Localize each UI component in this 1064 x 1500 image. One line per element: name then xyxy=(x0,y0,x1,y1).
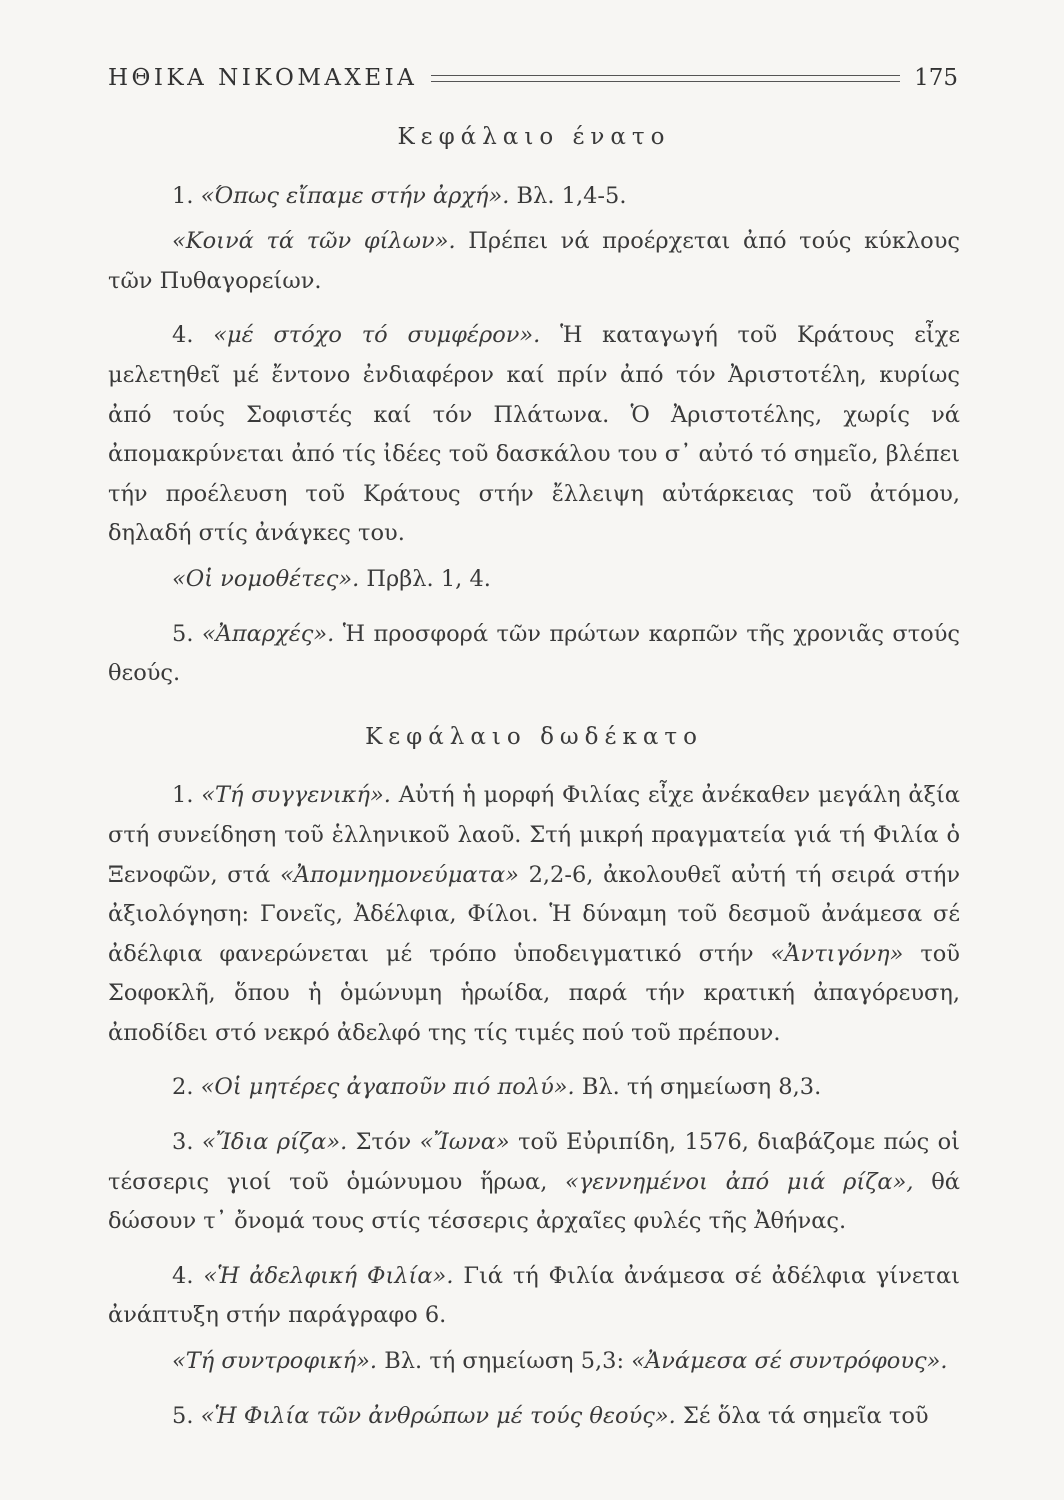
note-paragraph xyxy=(108,776,960,1053)
note-quote: «Ἴδια ρίζα». xyxy=(201,1129,348,1156)
note-number: 2. xyxy=(172,1074,194,1101)
note-number: 1. xyxy=(172,782,194,809)
note-paragraph xyxy=(108,1257,960,1336)
page-number: 175 xyxy=(914,65,958,91)
note-text: Πρβλ. 1, 4. xyxy=(359,565,491,592)
note-paragraph xyxy=(108,222,960,301)
note-number: 1. xyxy=(172,182,194,209)
note-quote: «Ἡ Φιλία τῶν ἀνθρώπων μέ τούς θεούς». xyxy=(200,1402,676,1429)
note-text: Σέ ὅλα τά σημεῖα τοῦ xyxy=(675,1402,929,1429)
page-body xyxy=(108,118,960,1451)
note-paragraph xyxy=(108,1397,960,1437)
note-text: Βλ. 1,4-5. xyxy=(509,182,627,209)
note-text: Ἡ καταγωγή τοῦ Κράτους εἶχε μελετηθεῖ μέ ἔντονο ἐνδιαφέρον καί πρίν ἀπό τόν Ἀριστοτέλη, κυρίως ἀπό τούς Σοφιστές καί τόν Πλάτωνα. Ὁ Ἀριστοτέλης, χωρίς νά ἀπομακρύνεται ἀπό τίς ἰδέες τοῦ δασκάλου του σ᾽ αὐτό τό σημεῖο, βλέπει τήν προέλευση τοῦ Κράτους στήν ἔλλειψη αὐτάρκειας τοῦ ἀτόμου, δηλαδή στίς ἀνάγκες του. xyxy=(108,322,960,547)
note-text: Πρέπει νά προέρχεται ἀπό τούς κύκλους τῶν Πυθαγορείων. xyxy=(108,228,960,294)
note-paragraph xyxy=(108,1123,960,1242)
running-title: ΗΘΙΚΑ ΝΙΚΟΜΑΧΕΙΑ xyxy=(108,65,418,91)
note-paragraph xyxy=(108,1342,960,1382)
note-number: 5. xyxy=(172,620,194,647)
note-number: 3. xyxy=(172,1129,194,1156)
note-quote: «γεννημένοι ἀπό μιά ρίζα», xyxy=(565,1168,914,1195)
note-text: Βλ. τή σημείωση 5,3: xyxy=(377,1348,632,1375)
note-quote: «Ἡ ἀδελφική Φιλία». xyxy=(203,1262,454,1289)
note-quote: «Ἀντιγόνη» xyxy=(770,940,904,967)
note-quote: «Όπως εἴπαμε στήν ἀρχή». xyxy=(200,182,510,209)
chapter-heading: Κεφάλαιο δωδέκατο xyxy=(365,723,703,750)
note-text: Βλ. τή σημείωση 8,3. xyxy=(574,1074,822,1101)
note-quote: «μέ στόχο τό συμφέρον». xyxy=(213,322,541,349)
note-quote: «Τή συντροφική». xyxy=(172,1348,378,1375)
note-text: 2,2-6, ἀκολουθεῖ αὐτή τή σειρά στήν ἀξιολόγηση: Γονεῖς, Ἀδέλφια, Φίλοι. Ἡ δύναμη τοῦ δεσμοῦ ἀνάμεσα σέ ἀδέλφια φανερώνεται μέ τρόπο ὑποδειγματικό στήν xyxy=(108,861,960,967)
note-quote: «Ἀπαρχές». xyxy=(201,620,335,647)
note-text: Στόν xyxy=(347,1129,420,1156)
note-text: Αὐτή ἡ μορφή Φιλίας εἶχε ἀνέκαθεν μεγάλη ἀξία στή συνείδηση τοῦ ἑλληνικοῦ λαοῦ. Στή μικρή πραγματεία γιά τή Φιλία ὁ Ξενοφῶν, στά xyxy=(108,782,960,888)
note-quote: «Οἱ μητέρες ἀγαποῦν πιό πολύ». xyxy=(200,1074,575,1101)
header-rule xyxy=(431,75,900,82)
note-quote: «Κοινά τά τῶν φίλων». xyxy=(172,228,456,255)
note-quote: «Τή συγγενική». xyxy=(201,782,391,809)
note-quote: «Ἴωνα» xyxy=(419,1129,510,1156)
note-number: 4. xyxy=(172,1262,194,1289)
note-paragraph xyxy=(108,615,960,694)
note-text: Γιά τή Φιλία ἀνάμεσα σέ ἀδέλφια γίνεται ἀνάπτυξη στήν παράγραφο 6. xyxy=(108,1262,960,1329)
running-header xyxy=(108,60,958,96)
note-paragraph xyxy=(108,177,960,217)
note-number: 4. xyxy=(172,322,194,349)
note-number: 5. xyxy=(172,1402,194,1429)
chapter-heading: Κεφάλαιο ένατο xyxy=(397,124,671,150)
note-text: τοῦ Εὐριπίδη, 1576, διαβάζομε πώς οἱ τέσσερις γιοί τοῦ ὁμώνυμου ἥρωα, xyxy=(108,1129,961,1195)
note-quote: «Ἀπομνημονεύματα» xyxy=(279,861,519,888)
note-paragraph xyxy=(108,560,960,600)
note-paragraph xyxy=(108,1068,960,1108)
note-paragraph xyxy=(108,316,960,554)
note-quote: «Οἱ νομοθέτες». xyxy=(172,565,360,592)
note-text: θά δώσουν τ᾽ ὄνομά τους στίς τέσσερις ἀρχαῖες φυλές τῆς Ἀθήνας. xyxy=(108,1168,960,1235)
note-text: τοῦ Σοφοκλῆ, ὅπου ἡ ὁμώνυμη ἡρωίδα, παρά τήν κρατική ἀπαγόρευση, ἀποδίδει στό νεκρό ἀδελφό της τίς τιμές πού τοῦ πρέπουν. xyxy=(108,940,960,1046)
note-text: Ἡ προσφορά τῶν πρώτων καρπῶν τῆς χρονιᾶς στούς θεούς. xyxy=(108,620,960,687)
note-quote: «Ἀνάμεσα σέ συντρόφους». xyxy=(631,1348,948,1375)
